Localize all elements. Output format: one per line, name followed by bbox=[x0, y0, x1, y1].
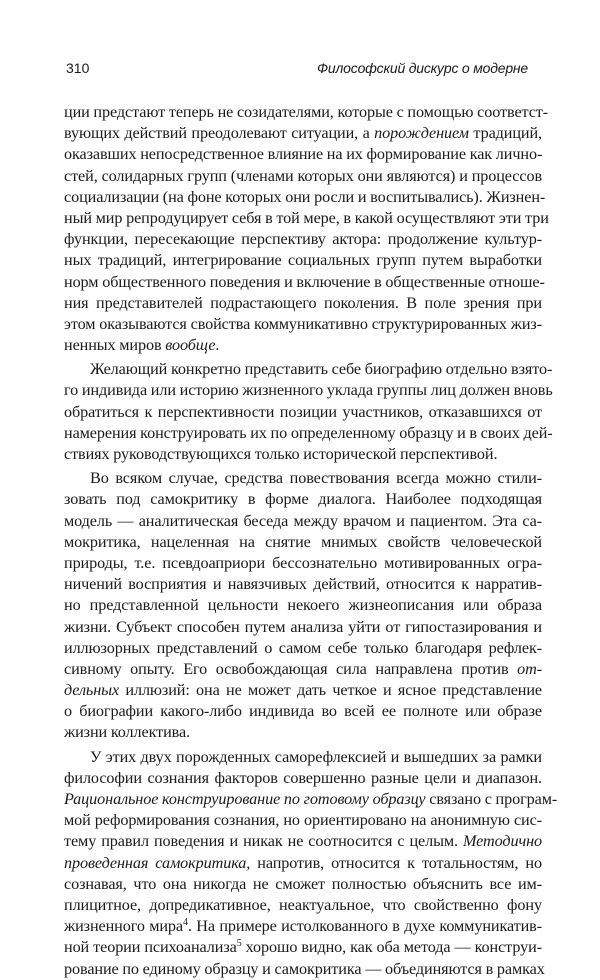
text-segment: природы, т.е. псевдоаприори бессознательно мотивированных огра- bbox=[64, 553, 542, 572]
text-segment: мокритика, нацеленная на снятие мнимых свойств человеческой bbox=[64, 532, 542, 551]
text-segment: ния представителей подрастающего поколения. В поле зрения при bbox=[64, 293, 542, 312]
page-header bbox=[66, 60, 544, 84]
text-segment: функции, пересекающие перспективу актора: продолжение культур- bbox=[64, 230, 542, 249]
text-line bbox=[64, 810, 542, 831]
paragraph bbox=[64, 359, 553, 465]
text-line bbox=[64, 423, 553, 444]
text-segment: ции предстают теперь не созидателями, которые с помощью соответст- bbox=[64, 103, 549, 121]
text-segment: ствиях руководствующихся только исторической перспективой. bbox=[64, 445, 498, 463]
text-line bbox=[64, 747, 542, 768]
text-line bbox=[64, 937, 542, 958]
text-line bbox=[64, 444, 542, 465]
italic-emphasis: порождением bbox=[374, 124, 469, 143]
text-segment: ной теории психоанализа bbox=[64, 938, 237, 957]
text-segment: напротив, относится к тотальностям, но bbox=[250, 853, 542, 872]
text-segment: плицитное, допредикативное, неактуальное, что свойственно фону bbox=[64, 895, 542, 914]
text-segment: ных традиций, интегрирование социальных групп путем выработки bbox=[64, 251, 542, 270]
footnote-ref: 5 bbox=[236, 938, 242, 950]
body-text bbox=[64, 102, 558, 980]
text-segment: хорошо видно, как оба метода — конструи- bbox=[241, 938, 542, 957]
text-line bbox=[64, 380, 553, 401]
text-line bbox=[64, 789, 558, 810]
text-segment: норм общественного поведения и включение в общественные отноше- bbox=[64, 272, 545, 291]
text-segment: философии сознания факторов совершенно разные цели и диапазон. bbox=[64, 768, 542, 787]
text-line bbox=[64, 511, 542, 532]
text-segment: о биографии какого-либо индивида во всей ее полноте или образе bbox=[64, 702, 542, 721]
text-segment: . На примере истолкованного в духе коммуникатив- bbox=[187, 917, 542, 936]
text-segment: мой реформирования сознания, но ориентировано на анонимную сис- bbox=[64, 811, 542, 830]
text-segment: оказавших непосредственное влияние на их формирование как лично- bbox=[64, 145, 543, 164]
text-line bbox=[64, 959, 545, 980]
text-line bbox=[64, 853, 542, 874]
text-segment: Желающий конкретно представить себе биографию отдельно взято- bbox=[90, 360, 553, 379]
text-line bbox=[64, 617, 542, 638]
text-line bbox=[64, 489, 542, 510]
text-line bbox=[64, 208, 549, 229]
italic-emphasis: проведенная самокритика, bbox=[64, 853, 251, 872]
text-line bbox=[64, 532, 542, 553]
text-line bbox=[64, 229, 542, 250]
text-line bbox=[64, 574, 542, 595]
text-segment: ненных миров bbox=[64, 336, 166, 355]
text-line bbox=[64, 250, 542, 271]
text-segment: намерения конструировать их по определенному образцу и в своих дей- bbox=[64, 423, 553, 442]
text-line bbox=[64, 768, 542, 789]
text-line bbox=[64, 187, 546, 208]
running-title: Философский дискурс о модерне bbox=[316, 60, 528, 76]
text-line bbox=[64, 123, 542, 144]
text-segment: У этих двух порожденных саморефлексией и вышедших за рамки bbox=[90, 747, 542, 766]
text-line bbox=[64, 895, 542, 916]
paragraph bbox=[64, 468, 542, 743]
text-segment: жизни коллектива. bbox=[64, 723, 191, 742]
text-segment: модель — аналитическая беседа между врачом и пациентом. Эта са- bbox=[64, 511, 542, 530]
text-line bbox=[64, 314, 542, 335]
text-segment: Во всяком случае, средства повествования всегда можно стили- bbox=[90, 469, 542, 488]
italic-emphasis: дельных bbox=[64, 681, 120, 700]
paragraph bbox=[64, 747, 558, 980]
text-line bbox=[64, 272, 545, 293]
text-line bbox=[64, 638, 542, 659]
text-segment: тему правил поведения и никак не соотносится с целым. bbox=[64, 832, 463, 851]
text-segment: иллюзорных представлений о самом себе только благодаря рефлек- bbox=[64, 638, 542, 657]
text-segment: связано с програм- bbox=[425, 790, 558, 808]
text-segment: . bbox=[215, 336, 220, 355]
text-segment: этом оказываются свойства коммуникативно структурированных жиз- bbox=[64, 314, 542, 333]
text-segment: жизненного мира bbox=[64, 917, 184, 936]
text-segment: сивному опыту. Его освобождающая сила направлена против bbox=[64, 659, 518, 678]
text-segment: традиций, bbox=[468, 124, 542, 143]
text-line bbox=[64, 659, 542, 680]
text-line bbox=[64, 680, 542, 701]
footnote-ref: 4 bbox=[183, 917, 188, 929]
text-segment: го индивида или историю жизненного уклада группы лиц должен вновь bbox=[64, 381, 553, 400]
text-segment: обратиться к перспективности позиции участников, отказавшихся от bbox=[64, 402, 542, 421]
paragraph bbox=[64, 102, 549, 356]
text-line bbox=[64, 359, 553, 380]
text-segment: ный мир репродуцирует себя в той мере, в какой осуществляют эти три bbox=[64, 208, 549, 227]
text-line bbox=[64, 701, 542, 722]
text-line bbox=[64, 402, 542, 423]
text-line bbox=[64, 468, 542, 489]
italic-emphasis: вообще bbox=[165, 336, 216, 355]
text-line bbox=[64, 553, 542, 574]
text-line bbox=[64, 335, 542, 356]
text-segment: социализации (на фоне которых они росли и воспитывались). Жизнен- bbox=[64, 187, 546, 206]
italic-emphasis: от- bbox=[517, 659, 542, 678]
text-segment: иллюзий: она не может дать четкое и ясное представление bbox=[119, 681, 542, 700]
page-number: 310 bbox=[66, 60, 90, 76]
italic-emphasis: Рациональное конструирование по готовому образцу bbox=[64, 790, 426, 808]
text-line bbox=[64, 166, 542, 187]
text-segment: зовать под самокритику в форме диалога. Наиболее подходящая bbox=[64, 490, 542, 509]
text-line bbox=[64, 722, 542, 743]
text-line bbox=[64, 595, 542, 616]
text-segment: стей, солидарных групп (членами которых они являются) и процессов bbox=[64, 166, 542, 185]
text-segment: рование по единому образцу и самокритика — объединяются в рамках bbox=[64, 959, 545, 978]
text-segment: жизни. Субъект способен путем анализа уйти от гипостазирования и bbox=[64, 617, 542, 636]
text-line bbox=[64, 916, 542, 937]
text-segment: сознавая, что она никогда не сможет полностью объяснить все им- bbox=[64, 874, 542, 893]
text-line bbox=[64, 144, 542, 165]
text-segment: но представленной цельности некоего жизнеописания или образа bbox=[64, 596, 542, 615]
text-line bbox=[64, 293, 542, 314]
text-segment: вующих действий преодолевают ситуации, а bbox=[64, 124, 375, 143]
italic-emphasis: Методично bbox=[462, 832, 542, 851]
text-segment: ничений восприятия и навязчивых действий, относится к нарратив- bbox=[64, 575, 542, 594]
text-line bbox=[64, 874, 542, 895]
text-line bbox=[64, 102, 549, 123]
text-line bbox=[64, 831, 542, 852]
